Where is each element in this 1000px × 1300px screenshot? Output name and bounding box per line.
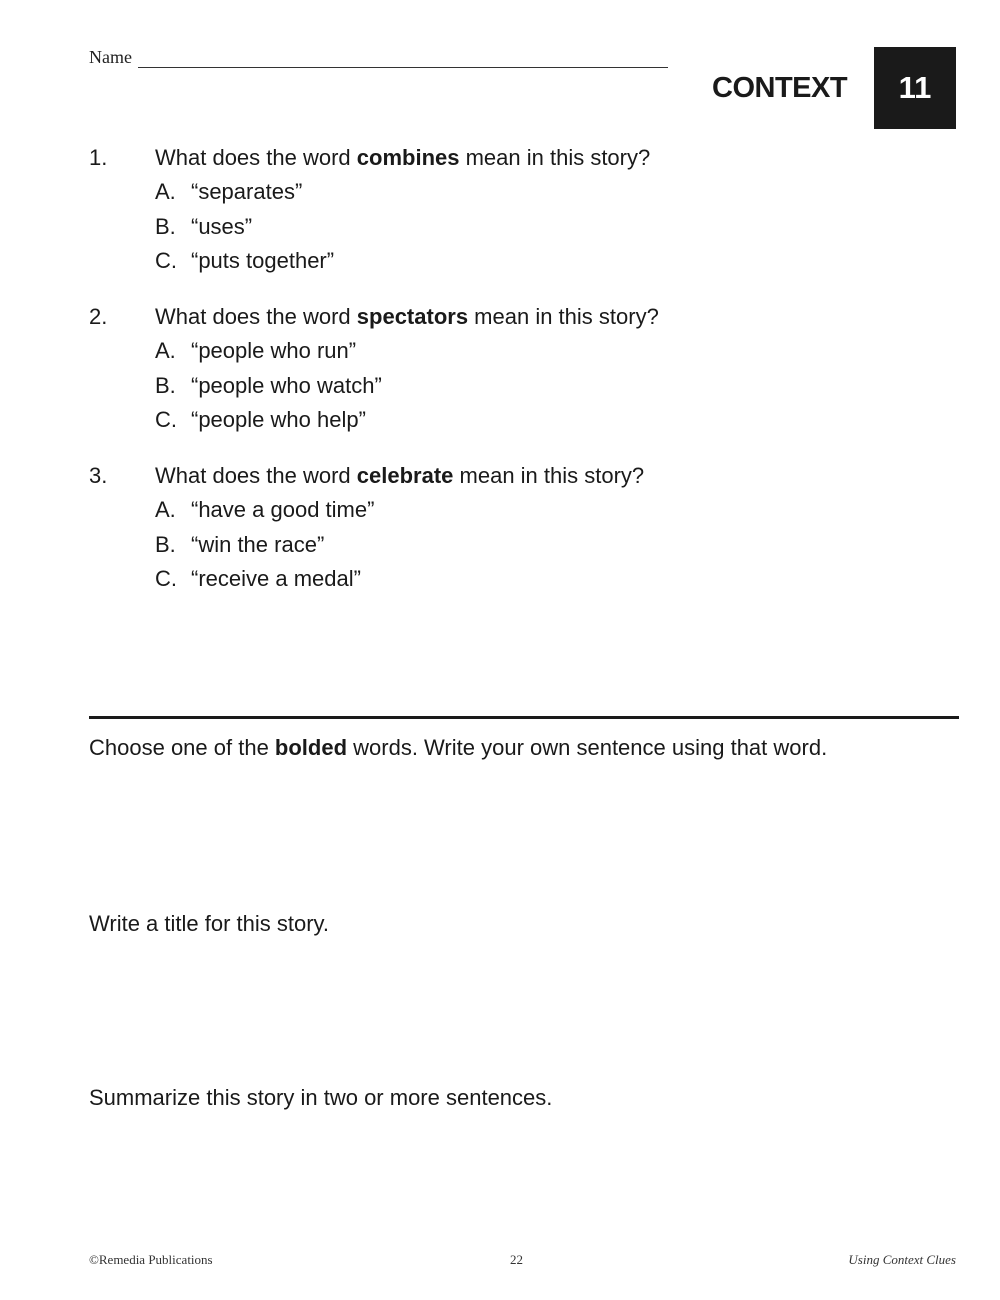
question-text: What does the word celebrate mean in this story? bbox=[155, 463, 645, 488]
option-letter: C. bbox=[155, 248, 177, 273]
name-label: Name bbox=[89, 47, 132, 67]
question-stem bbox=[89, 300, 659, 334]
question-text: What does the word combines mean in this story? bbox=[155, 145, 651, 170]
answer-option-b[interactable] bbox=[89, 369, 659, 404]
answer-option-c[interactable] bbox=[89, 562, 644, 597]
answer-option-c[interactable] bbox=[89, 244, 650, 279]
option-letter: B. bbox=[155, 213, 176, 239]
summary-prompt: Summarize this story in two or more sentences. bbox=[89, 1085, 553, 1110]
answer-option-a[interactable] bbox=[89, 175, 650, 210]
footer-book-title: Using Context Clues bbox=[848, 1252, 956, 1267]
name-row bbox=[89, 46, 668, 68]
bolded-word: bolded bbox=[274, 735, 348, 760]
option-text: “people who help” bbox=[191, 407, 366, 432]
question-number: 1. bbox=[89, 145, 108, 170]
vocab-word: combines bbox=[356, 145, 460, 170]
footer-page-number: 22 bbox=[510, 1252, 523, 1267]
section-divider bbox=[89, 716, 959, 719]
worksheet-title: CONTEXT bbox=[712, 72, 848, 104]
option-text: “uses” bbox=[191, 213, 253, 239]
question-1 bbox=[89, 141, 650, 279]
option-letter: B. bbox=[155, 531, 176, 557]
lesson-number: 11 bbox=[898, 70, 932, 105]
question-2 bbox=[89, 300, 659, 438]
question-stem bbox=[89, 459, 644, 493]
vocab-word: spectators bbox=[356, 304, 469, 329]
name-line[interactable] bbox=[138, 47, 668, 68]
option-text: “people who watch” bbox=[191, 372, 382, 398]
option-letter: C. bbox=[155, 566, 177, 591]
option-text: “have a good time” bbox=[191, 497, 375, 522]
question-stem bbox=[89, 141, 650, 175]
option-letter: A. bbox=[155, 497, 176, 522]
title-prompt: Write a title for this story. bbox=[89, 911, 330, 936]
vocab-word: celebrate bbox=[356, 463, 454, 488]
lesson-number-badge bbox=[874, 47, 956, 129]
answer-option-b[interactable] bbox=[89, 210, 650, 245]
answer-option-c[interactable] bbox=[89, 403, 659, 438]
option-text: “win the race” bbox=[191, 531, 325, 557]
question-number: 2. bbox=[89, 304, 108, 329]
option-letter: A. bbox=[155, 338, 176, 363]
sentence-prompt: Choose one of the bolded words. Write your own sentence using that word. bbox=[89, 735, 828, 760]
question-3 bbox=[89, 459, 644, 597]
answer-option-a[interactable] bbox=[89, 334, 659, 369]
answer-option-a[interactable] bbox=[89, 493, 644, 528]
answer-option-b[interactable] bbox=[89, 528, 644, 563]
option-text: “people who run” bbox=[191, 338, 357, 363]
option-text: “separates” bbox=[191, 179, 303, 204]
question-text: What does the word spectators mean in this story? bbox=[155, 304, 659, 329]
option-text: “puts together” bbox=[191, 248, 335, 273]
option-letter: B. bbox=[155, 372, 176, 398]
option-letter: C. bbox=[155, 407, 177, 432]
option-letter: A. bbox=[155, 179, 176, 204]
question-number: 3. bbox=[89, 463, 108, 488]
option-text: “receive a medal” bbox=[191, 566, 361, 591]
footer-publisher: ©Remedia Publications bbox=[89, 1252, 213, 1267]
